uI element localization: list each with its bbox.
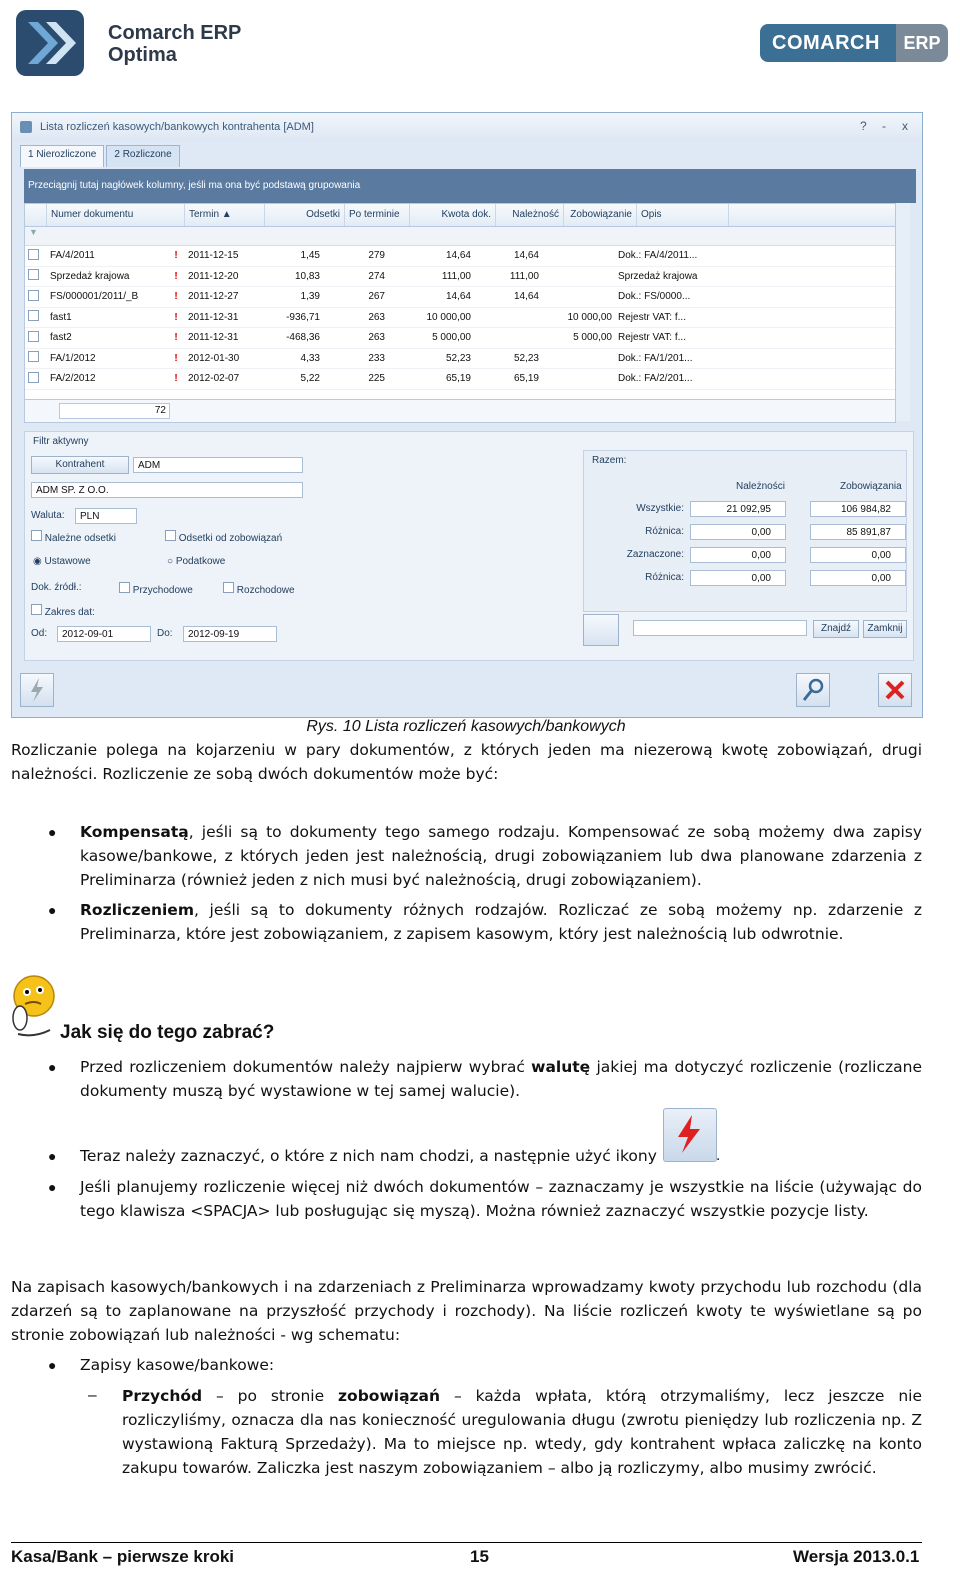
cell-naleznosc: 65,19 (513, 373, 539, 385)
product-name (108, 22, 241, 66)
table-row[interactable] (25, 349, 895, 370)
totals-zobowiazania-value: 0,00 (810, 570, 906, 586)
filter-title: Filtr aktywny (33, 436, 89, 447)
overdue-flag-icon: ! (174, 352, 178, 364)
cell-po-terminie: 225 (368, 373, 385, 385)
row-count: 72 (59, 403, 170, 419)
sub-przychod (122, 1384, 922, 1480)
checkbox-icon (165, 530, 176, 541)
radio-podatkowe-label: Podatkowe (175, 556, 226, 567)
cell-po-terminie: 263 (368, 332, 385, 344)
dok-zrodl-label: Dok. źródł.: (31, 582, 82, 593)
cell-termin: 2011-12-31 (188, 311, 239, 323)
chk-rozchodowe-label: Rozchodowe (236, 585, 295, 596)
totals-zobowiazania-value: 106 984,82 (810, 501, 906, 517)
checkbox-icon (31, 604, 42, 615)
checkbox-icon (28, 351, 39, 362)
date-from-field[interactable]: 2012-09-01 (57, 626, 151, 642)
table-row[interactable] (25, 328, 895, 349)
cell-naleznosc: 14,64 (513, 250, 539, 262)
comarch-logo-text: COMARCH (760, 24, 896, 62)
page-number: 15 (470, 1547, 489, 1566)
cell-termin: 2012-02-07 (188, 373, 240, 385)
table-row[interactable] (25, 369, 895, 390)
przychod-term: Przychód (122, 1387, 203, 1405)
cell-odsetki: -936,71 (286, 311, 320, 323)
lightning-icon (21, 674, 53, 706)
radio-ustawowe[interactable]: ◉ Ustawowe (33, 556, 91, 567)
col-select (25, 204, 47, 226)
preview-magnifier-icon[interactable] (796, 673, 830, 707)
cell-termin: 2011-12-31 (188, 332, 239, 344)
section-heading: Jak się do tego zabrać? (60, 1022, 275, 1043)
grid-scrollbar[interactable] (895, 203, 910, 421)
bullet-rozliczenie (80, 898, 922, 946)
waluta-label: Waluta: (31, 510, 65, 521)
razem-title: Razem: (592, 455, 627, 466)
grid-summary-row (25, 399, 895, 422)
waluta-term: walutę (531, 1058, 591, 1076)
bullet-icon: ● (48, 1148, 57, 1164)
totals-naleznosci-value: 0,00 (690, 524, 786, 540)
col-header-po-terminie[interactable]: Po terminie (345, 204, 410, 226)
footer-version: Wersja 2013.0.1 (793, 1547, 920, 1566)
chk-nalezne-odsetki[interactable] (31, 530, 116, 544)
col-header-numer[interactable]: Numer dokumentu (47, 204, 185, 226)
magnifier-icon (797, 674, 829, 706)
rozliczenie-term: Rozliczeniem (80, 901, 194, 919)
col-header-odsetki[interactable]: Odsetki (265, 204, 345, 226)
col-header-opis[interactable]: Opis (637, 204, 729, 226)
step-waluta (80, 1055, 922, 1103)
do-label: Do: (157, 628, 173, 639)
overdue-flag-icon: ! (174, 373, 178, 385)
bullet-icon: ● (48, 1179, 57, 1195)
binoculars-icon[interactable] (583, 614, 619, 646)
cell-kwota: 52,23 (445, 352, 471, 364)
cell-odsetki: 10,83 (294, 270, 320, 282)
cell-naleznosc: 14,64 (513, 291, 539, 303)
rozliczenie-text: , jeśli są to dokumenty różnych rodzajów. Rozliczać ze sobą możemy np. zdarzenie z Preliminarza, które jest zobowiązaniem, z zapisem kasowym, który jest należnością lub odwrotnie. (80, 901, 922, 943)
bullet-icon: ● (48, 1357, 57, 1373)
tab-strip (20, 145, 182, 167)
checkbox-icon (28, 290, 39, 301)
tab-rozliczone[interactable]: 2 Rozliczone (106, 145, 179, 167)
footer-left: Kasa/Bank – pierwsze kroki (11, 1547, 235, 1566)
kompensata-term: Kompensatą (80, 823, 189, 841)
find-input[interactable] (633, 620, 807, 636)
bullet-icon: ● (48, 902, 57, 918)
row-checkbox[interactable] (25, 310, 47, 324)
chk-odsetki-zob-label: Odsetki od zobowiązań (178, 533, 283, 544)
cell-doc: Sprzedaż krajowa (50, 270, 130, 282)
step-zaznacz: Teraz należy zaznaczyć, o które z nich nam chodzi, a następnie użyć ikony (80, 1147, 657, 1165)
cell-odsetki: 1,45 (300, 250, 320, 262)
cell-po-terminie: 279 (368, 250, 385, 262)
overdue-flag-icon: ! (174, 291, 178, 303)
step-zaznacz-end: . (716, 1147, 721, 1164)
cell-opis: Dok.: FA/1/201... (618, 352, 693, 364)
table-row[interactable] (25, 308, 895, 329)
col-header-kwota[interactable]: Kwota dok. (410, 204, 496, 226)
step-waluta-a: Przed rozliczeniem dokumentów należy najpierw wybrać (80, 1058, 532, 1076)
help-icon[interactable]: ? (860, 119, 867, 133)
checkbox-icon (28, 331, 39, 342)
kompensata-text: , jeśli są to dokumenty tego samego rodzaju. Kompensować ze sobą możemy dwa zapisy kasowe/bankowe, z których jeden jest należnością, drugi zobowiązaniem lub dwa planowane zdarzenia z Preliminarza (również jeden z nich musi być należnością, drugi zobowiązaniem). (80, 823, 922, 889)
chk-rozchodowe[interactable] (223, 582, 295, 596)
row-checkbox[interactable] (25, 372, 47, 386)
cell-po-terminie: 274 (368, 270, 385, 282)
totals-naleznosci-value: 21 092,95 (690, 501, 786, 517)
erp-logo-text: ERP (896, 24, 948, 62)
grid-header (25, 204, 895, 227)
footer-rule (11, 1542, 922, 1543)
cell-kwota: 111,00 (441, 270, 471, 282)
cell-opis: Dok.: FS/0000... (618, 291, 691, 303)
cell-opis: Dok.: FA/4/2011... (618, 250, 698, 262)
cell-po-terminie: 233 (368, 352, 385, 364)
przychod-text-b: – każda wpłata, którą otrzymaliśmy, lecz jeszcze nie rozliczyliśmy, oznacza dla nas konieczność uregulowania długu (zwrotu pieniędzy lub rozliczenia np. Z wystawioną Fakturą Sprzedaży). Ma to miejsce np. wtedy, gdy kontrahent wpłaca zaliczkę na konto zakupu towarów. Zaliczka jest naszym zobowiązaniem – albo ją rozliczymy, albo musimy zwrócić. (122, 1387, 922, 1477)
window-title: Lista rozliczeń kasowych/bankowych kontrahenta [ADM] (40, 121, 314, 133)
product-name-line2: Optima (108, 44, 177, 66)
thinking-smiley-icon (10, 968, 58, 1038)
cell-doc: FA/1/2012 (50, 352, 96, 364)
totals-naleznosci-value: 0,00 (690, 570, 786, 586)
table-row[interactable] (25, 267, 895, 288)
zakres-dat-label: Zakres dat: (44, 607, 95, 618)
col-header-naleznosc[interactable]: Należność (496, 204, 564, 226)
lightning-icon (664, 1109, 714, 1159)
overdue-flag-icon: ! (174, 250, 178, 262)
row-checkbox[interactable] (25, 290, 47, 304)
cell-opis: Dok.: FA/2/201... (618, 373, 693, 385)
documents-grid (24, 203, 896, 423)
cell-odsetki: 5,22 (300, 373, 320, 385)
comarch-optima-logo-icon (14, 8, 86, 78)
cell-doc: FA/2/2012 (50, 373, 96, 385)
totals-zobowiazania-value: 0,00 (810, 547, 906, 563)
checkbox-icon (28, 310, 39, 321)
overdue-flag-icon: ! (174, 332, 178, 344)
kontrahent-code-field[interactable]: ADM (133, 457, 303, 473)
chk-zakres-dat[interactable] (31, 604, 95, 618)
radio-podatkowe[interactable]: ○ Podatkowe (167, 556, 226, 567)
cell-po-terminie: 263 (368, 311, 385, 323)
cell-po-terminie: 267 (368, 291, 385, 303)
chk-nalezne-label: Należne odsetki (44, 533, 116, 544)
col-naleznosci: Należności (736, 481, 785, 492)
grid-body (25, 246, 895, 390)
chk-odsetki-zobowiazan[interactable] (165, 530, 282, 544)
comarch-erp-logo (760, 24, 948, 62)
bullet-icon: ● (48, 824, 57, 840)
cell-opis: Rejestr VAT: f... (618, 311, 686, 323)
cell-kwota: 10 000,00 (426, 311, 471, 323)
minimize-icon[interactable]: - (882, 119, 886, 133)
cell-termin: 2011-12-15 (188, 250, 239, 262)
product-name-line1: Comarch ERP (108, 22, 242, 44)
waluta-select[interactable]: PLN (75, 508, 137, 524)
chk-przychodowe-label: Przychodowe (132, 585, 193, 596)
checkbox-icon (28, 372, 39, 383)
przychod-text-a: – po stronie (202, 1387, 339, 1405)
bullet-kompensata (80, 820, 922, 892)
cell-naleznosc: 111,00 (509, 270, 539, 282)
checkbox-icon (28, 269, 39, 280)
window-footer (12, 665, 922, 717)
step-waluta-b: jakiej ma dotyczyć rozliczenie (rozliczane dokumenty muszą być wystawione w tej samej walucie). (80, 1058, 922, 1100)
settle-lightning-icon[interactable] (20, 673, 54, 707)
cell-kwota: 5 000,00 (432, 332, 471, 344)
cell-naleznosc: 52,23 (513, 352, 539, 364)
cell-odsetki: -468,36 (286, 332, 320, 344)
col-header-zobowiazanie[interactable]: Zobowiązanie (564, 204, 637, 226)
totals-panel (583, 450, 907, 612)
overdue-flag-icon: ! (174, 311, 178, 323)
table-row[interactable] (25, 287, 895, 308)
find-button[interactable]: Znajdź (813, 620, 859, 638)
close-find-button[interactable]: Zamknij (863, 620, 907, 638)
col-zobowiazania: Zobowiązania (840, 481, 902, 492)
cell-opis: Sprzedaż krajowa (618, 270, 698, 282)
close-icon[interactable]: x (902, 119, 908, 133)
totals-label: Zaznaczone: (626, 549, 684, 560)
cell-zobowiazanie: 10 000,00 (567, 311, 612, 323)
row-checkbox[interactable] (25, 351, 47, 365)
cell-kwota: 65,19 (445, 373, 471, 385)
col-header-termin[interactable]: Termin ▲ (185, 204, 265, 226)
cancel-close-icon[interactable] (878, 673, 912, 707)
cell-doc: fast1 (50, 311, 72, 323)
red-x-icon (879, 674, 911, 706)
figure-caption: Rys. 10 Lista rozliczeń kasowych/bankowych (306, 718, 626, 735)
bullet-icon: ● (48, 1059, 57, 1075)
tab-nierozliczone[interactable]: 1 Nierozliczone (20, 145, 104, 167)
cell-termin: 2011-12-20 (188, 270, 239, 282)
group-by-panel[interactable]: Przeciągnij tutaj nagłówek kolumny, jeśli ma ona być podstawą grupowania (24, 169, 916, 203)
dash-icon: – (88, 1387, 97, 1404)
totals-naleznosci-value: 0,00 (690, 547, 786, 563)
cell-kwota: 14,64 (445, 250, 471, 262)
radio-ustawowe-label: Ustawowe (44, 556, 91, 567)
checkbox-icon (28, 249, 39, 260)
cell-termin: 2012-01-30 (188, 352, 240, 364)
cell-doc: FS/000001/2011/_B (50, 291, 139, 303)
chk-przychodowe[interactable] (119, 582, 193, 596)
cell-doc: fast2 (50, 332, 72, 344)
settlement-list-window (11, 112, 923, 718)
date-to-field[interactable]: 2012-09-19 (183, 626, 277, 642)
cell-zobowiazanie: 5 000,00 (573, 332, 612, 344)
checkbox-icon (223, 582, 234, 593)
list-zapisy: Zapisy kasowe/bankowe: (80, 1356, 275, 1374)
overdue-flag-icon: ! (174, 270, 178, 282)
settle-lightning-icon (663, 1108, 717, 1162)
intro-paragraph: Rozliczanie polega na kojarzeniu w pary dokumentów, z których jeden ma niezerową kwotę zobowiązań, drugi należności. Rozliczenie ze sobą dwóch dokumentów może być: (11, 741, 922, 783)
table-row[interactable] (25, 246, 895, 267)
step-wiele: Jeśli planujemy rozliczenie więcej niż dwóch dokumentów – zaznaczamy je wszystkie na liście (używając do tego klawisza <SPACJA> lub posługując się myszą). Można również zaznaczyć wszystkie pozycje listy. (80, 1178, 922, 1220)
row-checkbox[interactable] (25, 269, 47, 283)
od-label: Od: (31, 628, 48, 639)
cell-odsetki: 1,39 (300, 291, 320, 303)
cell-doc: FA/4/2011 (50, 250, 95, 262)
cell-odsetki: 4,33 (300, 352, 320, 364)
grid-filter-row[interactable]: ▼ (25, 227, 895, 246)
row-checkbox[interactable] (25, 331, 47, 345)
cell-opis: Rejestr VAT: f... (618, 332, 686, 344)
totals-zobowiazania-value: 85 891,87 (810, 524, 906, 540)
schema-paragraph: Na zapisach kasowych/bankowych i na zdarzeniach z Preliminarza wprowadzamy kwoty przychodu lub rozchodu (dla zdarzeń są to zaplanowane na przyszłość przychody i rozchody). Na liście rozliczeń kwoty te wyświetlane są po stronie zobowiązań lub należności - wg schematu: (11, 1278, 922, 1344)
row-checkbox[interactable] (25, 249, 47, 263)
kontrahent-button[interactable]: Kontrahent (31, 456, 129, 474)
totals-label: Różnica: (645, 572, 684, 583)
zobowiazan-term: zobowiązań (338, 1387, 441, 1405)
window-app-icon (20, 121, 32, 133)
filter-panel (24, 431, 914, 661)
kontrahent-name-field: ADM SP. Z O.O. (31, 482, 303, 498)
window-titlebar (12, 113, 922, 141)
checkbox-icon (31, 530, 42, 541)
checkbox-icon (119, 582, 130, 593)
cell-kwota: 14,64 (445, 291, 471, 303)
totals-label: Wszystkie: (636, 503, 684, 514)
totals-label: Różnica: (645, 526, 684, 537)
cell-termin: 2011-12-27 (188, 291, 239, 303)
